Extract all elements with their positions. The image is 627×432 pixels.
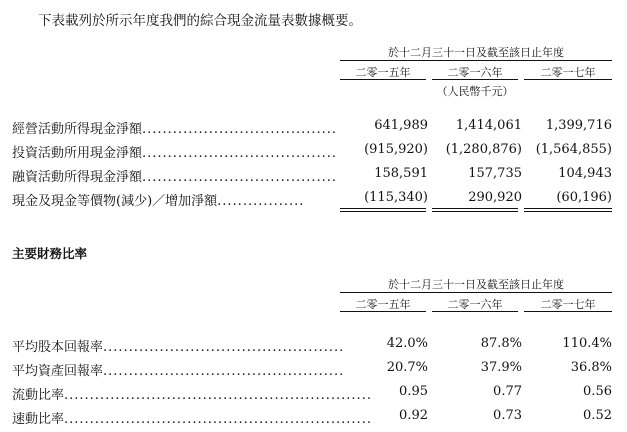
year-rule xyxy=(524,79,612,80)
table-row-label: 速動比率............................................................ xyxy=(12,412,372,427)
section-title: 主要財務比率 xyxy=(12,246,88,261)
table-cell: 36.8% xyxy=(570,360,612,375)
intro-paragraph: 下表載列於所示年度我們的綜合現金流量表數據概要。 xyxy=(38,13,362,29)
cash-flow-unit: （人民幣千元） xyxy=(436,85,514,98)
header-rule xyxy=(340,292,612,293)
table-cell: 110.4% xyxy=(562,336,612,351)
table-cell: (115,340) xyxy=(364,190,428,205)
table-cell: 0.77 xyxy=(493,384,522,399)
total-rule xyxy=(340,211,426,212)
ratios-year-2017: 二零一七年 xyxy=(540,298,596,311)
table-cell: 0.92 xyxy=(399,408,428,423)
total-rule xyxy=(524,208,612,209)
total-rule xyxy=(432,211,518,212)
year-rule xyxy=(432,79,518,80)
table-cell: (915,920) xyxy=(364,142,428,157)
cash-flow-year-2015: 二零一五年 xyxy=(355,66,411,79)
table-cell: 290,920 xyxy=(468,190,522,205)
table-cell: 0.52 xyxy=(583,408,612,423)
cash-flow-period-header: 於十二月三十一日及截至該日止年度 xyxy=(388,46,564,59)
table-cell: 42.0% xyxy=(386,336,428,351)
total-rule xyxy=(432,208,518,209)
year-rule xyxy=(524,311,612,312)
table-cell: 104,943 xyxy=(558,166,612,181)
ratios-period-header: 於十二月三十一日及截至該日止年度 xyxy=(388,278,564,291)
table-cell: 20.7% xyxy=(386,360,428,375)
table-row-label: 平均資產回報率............................................... xyxy=(12,364,345,379)
table-cell: 1,399,716 xyxy=(545,118,612,133)
table-cell: 641,989 xyxy=(374,118,428,133)
cash-flow-year-2017: 二零一七年 xyxy=(540,66,596,79)
table-row-label: 融資活動所得現金淨額...................................... xyxy=(12,170,338,185)
table-row-label: 現金及現金等價物(減少)／增加淨額................. xyxy=(12,194,305,209)
table-cell: 1,414,061 xyxy=(455,118,522,133)
total-rule xyxy=(524,211,612,212)
year-rule xyxy=(432,311,518,312)
cash-flow-year-2016: 二零一六年 xyxy=(447,66,503,79)
table-row-label: 流動比率............................................................ xyxy=(12,388,372,403)
header-rule xyxy=(340,60,612,61)
table-cell: 87.8% xyxy=(480,336,522,351)
table-cell: 0.56 xyxy=(583,384,612,399)
table-row-label: 投資活動所用現金淨額...................................... xyxy=(12,146,338,161)
year-rule xyxy=(340,311,426,312)
ratios-year-2015: 二零一五年 xyxy=(355,298,411,311)
table-cell: 157,735 xyxy=(468,166,522,181)
table-cell: 0.95 xyxy=(399,384,428,399)
year-rule xyxy=(340,79,426,80)
table-cell: (1,564,855) xyxy=(535,142,612,157)
table-cell: (60,196) xyxy=(556,190,612,205)
table-cell: 158,591 xyxy=(374,166,428,181)
table-cell: 37.9% xyxy=(480,360,522,375)
table-cell: 0.73 xyxy=(493,408,522,423)
table-cell: (1,280,876) xyxy=(445,142,522,157)
ratios-year-2016: 二零一六年 xyxy=(447,298,503,311)
total-rule xyxy=(340,208,426,209)
table-row-label: 經營活動所得現金淨額...................................... xyxy=(12,122,338,137)
table-row-label: 平均股本回報率............................................... xyxy=(12,340,345,355)
